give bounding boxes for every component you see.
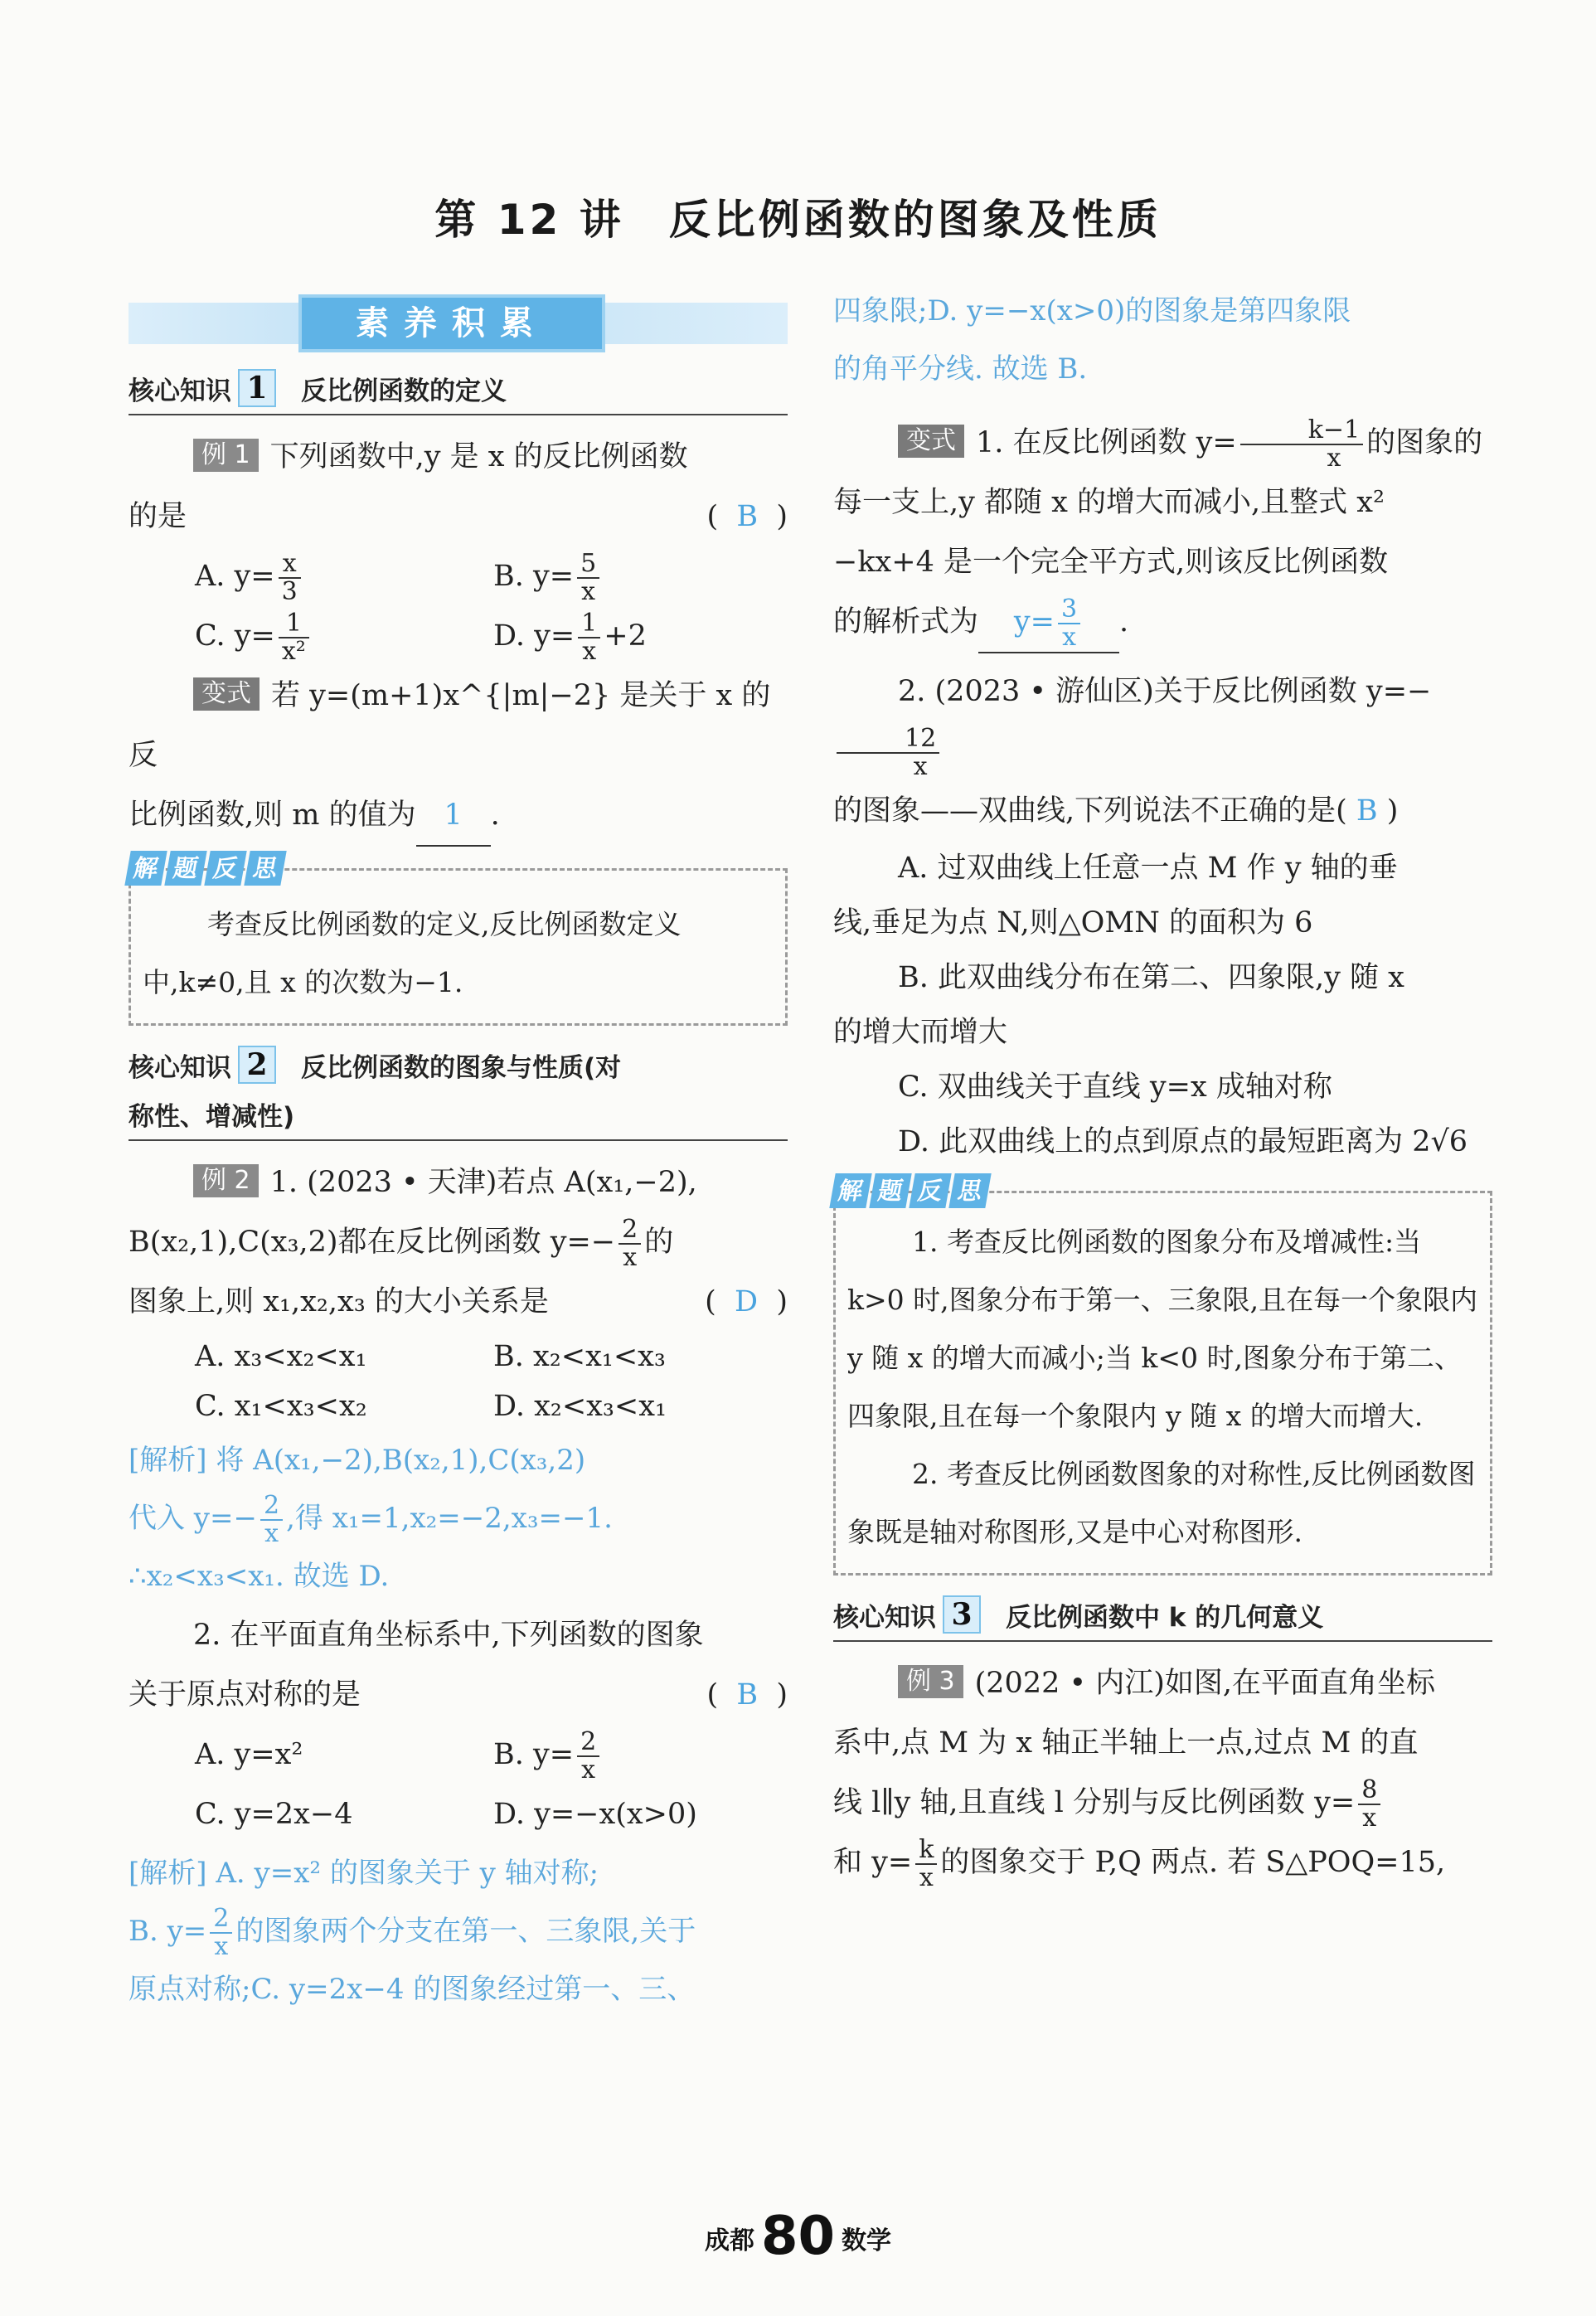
example-1-stem-cont: 的是 ( B ) <box>129 487 788 546</box>
variant-1: 变式 若 y=(m+1)x^{|m|−2} 是关于 x 的反 <box>129 679 771 772</box>
right-column: 四象限;D. y=−x(x>0)的图象是第四象限 的角平分线. 故选 B. 变式 1. 在反比例函数 y= $\frac{k-1}{x}$ 的图象的 每一支上,y 都随 x 的增大而减小,且整式 x² −kx+4 是一个完全平方式,则该反比例函数 的解析式为 y= $\frac{3}{x}$ . 2. (2023 • 游仙区)关于反比例函数 y=− $\frac{12}{x}$ 的图象——双曲线,下列说法不正确的是( B ) A. 过双曲线上任意一点 M 作 y 轴的垂 线,垂足为点 N,则△OMN 的面积为 6 B. 此双曲线分布在第二、四象限,y 随 x 的增大而增大 C. 双曲线关于直线 y=x 成轴对称 D. 此双曲线上的点到原点的最短距离为 2√6 解 题 反 思 1. 考查反比例函数的图象分布及增减性:当 k>0 时,图象分布于第一、三象限,且在每一个象限内 y 随 x 的增大而减小;当 k<0 时,图象分布于第二、四象限,且在每一个象限内 y 随 x 的增大而增大. 2. 考查反比例函数图象的对称性,反比例函数图象既是轴对称图形,又是中心对称图形. 核心知识 3 反比例函数中 k 的几何意义 例 3 (2022 • 内江)如图,在平面直角坐标 系中,点 M 为 x 轴正半轴上一点,过点 M 的直 线 l∥y 轴,且直线 l 分别与反比例函数 y= $\frac{8}{x}$ 和 y= $\frac{k}{x}$ 的图象交于 P,Q 两点. 若 S△POQ=15, <box>833 282 1492 1892</box>
option-a: A. x₃<x₂<x₁ <box>195 1340 367 1373</box>
footer-subject: 数学 <box>842 2226 892 2255</box>
example-2-q1-options <box>129 1332 788 1431</box>
variant-tag: 变式 <box>193 677 260 711</box>
section-label: 核心知识 <box>833 1602 936 1633</box>
banner-label: 素养积累 <box>298 294 605 352</box>
section-heading-2-cont: 称性、增减性) <box>129 1090 788 1141</box>
variant-tag: 变式 <box>898 425 964 458</box>
example-3: 例 3 (2022 • 内江)如图,在平面直角坐标 <box>833 1653 1492 1713</box>
example-2-q1: 例 2 1. (2023 • 天津)若点 A(x₁,−2), <box>129 1153 788 1212</box>
page-number: 80 <box>760 2206 836 2267</box>
example-2-q2-options <box>129 1725 788 1844</box>
example-tag: 例 1 <box>193 439 259 472</box>
variant-2-q1: 变式 1. 在反比例函数 y= $\frac{k-1}{x}$ 的图象的 <box>833 413 1492 473</box>
left-column: 素养积累 核心知识 1 反比例函数的定义 例 1 下列函数中,y 是 x 的反比例函数 的是 ( B ) A. y= $\frac{x}{3}$ B. y= $\frac{5}{x}$ C. y= $\frac{1}{\text{x²}}$ D. y= $\frac{1}{x}$ +2 变式 若 y=(m+1)x^{|m|−2} 是关于 x 的反 比例函数,则 m 的值为 1 . 解 题 反 思 考查反比例函数的定义,反比例函数定义中,k≠0,且 x 的次数为−1. 核心知识 2 反比例函数的图象与性质(对 称性、增减性) 例 2 1. (2023 • 天津)若点 A(x₁,−2), B(x₂,1),C(x₃,2)都在反比例函数 y=− $\frac{2}{x}$ 的 图象上,则 x₁,x₂,x₃ 的大小关系是 ( D ) A. x₃<x₂<x₁ B. x₂<x₁<x₃ C. x₁<x₃<x₂ D. x₂<x₃<x₁ [解析] 将 A(x₁,−2),B(x₂,1),C(x₃,2) 代入 y=− $\frac{2}{x}$ ,得 x₁=1,x₂=−2,x₃=−1. ∴x₂<x₃<x₁. 故选 D. 2. 在平面直角坐标系中,下列函数的图象 关于原点对称的是 ( B ) A. y=x² B. y= $\frac{2}{x}$ C. y=2x−4 D. y=−x(x>0) [解析] A. y=x² 的图象关于 y 轴对称; B. y= $\frac{2}{x}$ 的图象两个分支在第一、三象限,关于 原点对称;C. y=2x−4 的图象经过第一、三、 <box>129 294 788 2018</box>
option-d: D. y= $\frac{1}{x}$ +2 <box>493 608 647 666</box>
section-title: 反比例函数的图象与性质(对 <box>301 1052 622 1083</box>
answer-bracket: ( B ) <box>706 500 788 533</box>
footer-city: 成都 <box>704 2226 754 2255</box>
example-tag: 例 3 <box>898 1665 963 1698</box>
option-b: B. x₂<x₁<x₃ <box>493 1340 666 1373</box>
section-title: 反比例函数中 k 的几何意义 <box>1006 1602 1324 1633</box>
lesson-title: 第 12 讲 反比例函数的图象及性质 <box>434 196 1162 244</box>
section-heading-1 <box>129 364 788 415</box>
option-a: A. y= $\frac{x}{3}$ <box>195 546 493 606</box>
option-b: B. y= $\frac{2}{x}$ <box>493 1725 792 1784</box>
section-number: 2 <box>238 1046 276 1084</box>
answer: B <box>736 500 759 533</box>
reflection-box-2 <box>833 1177 1492 1576</box>
solution-1: [解析] 将 A(x₁,−2),B(x₂,1),C(x₃,2) <box>129 1444 586 1477</box>
option-a: A. y=x² <box>195 1738 303 1771</box>
section-label: 核心知识 <box>129 376 231 406</box>
reflection-text: 考查反比例函数的定义,反比例函数定义中,k≠0,且 x 的次数为−1. <box>143 908 682 998</box>
answer: B <box>1356 794 1378 828</box>
section-label: 核心知识 <box>129 1052 231 1083</box>
section-banner <box>129 294 788 352</box>
section-heading-3 <box>833 1590 1492 1642</box>
option-c: C. y= $\frac{1}{\text{x²}}$ <box>195 606 493 666</box>
option-c: C. x₁<x₃<x₂ <box>195 1390 367 1423</box>
section-number: 1 <box>238 369 276 407</box>
answer: D <box>735 1285 759 1318</box>
reflection-tag: 解 题 反 思 <box>832 1173 988 1208</box>
section-title: 反比例函数的定义 <box>301 376 507 406</box>
answer: B <box>736 1678 759 1712</box>
example-1-options <box>129 546 788 666</box>
reflection-box-1 <box>129 854 788 1026</box>
solution-2: [解析] A. y=x² 的图象关于 y 轴对称; <box>129 1857 599 1890</box>
option-d: D. x₂<x₃<x₁ <box>493 1390 667 1423</box>
variant-1-cont: 比例函数,则 m 的值为 1 . <box>129 785 788 847</box>
reflection-tag: 解 题 反 思 <box>128 851 284 886</box>
example-tag: 例 2 <box>193 1164 259 1197</box>
answer-blank: 1 <box>416 785 491 847</box>
example-1-stem: 例 1 下列函数中,y 是 x 的反比例函数 <box>129 427 788 487</box>
answer-blank: y= $\frac{3}{x}$ <box>978 592 1119 653</box>
reflection-text-2: 2. 考查反比例函数图象的对称性,反比例函数图象既是轴对称图形,又是中心对称图形. <box>847 1458 1476 1548</box>
section-number: 3 <box>943 1595 981 1634</box>
variant-2-q2: 2. (2023 • 游仙区)关于反比例函数 y=− $\frac{12}{x}$ <box>833 662 1492 781</box>
section-heading-2 <box>129 1041 788 1090</box>
reflection-text-1: 1. 考查反比例函数的图象分布及增减性:当 k>0 时,图象分布于第一、三象限,且在每一个象限内 y 随 x 的增大而减小;当 k<0 时,图象分布于第二、四象限,且在每一个象限内 y 随 x 的增大而增大. <box>847 1226 1478 1432</box>
option-c: C. y=2x−4 <box>195 1798 353 1831</box>
option-d: D. y=−x(x>0) <box>493 1798 697 1831</box>
option-b: B. y= $\frac{5}{x}$ <box>493 546 792 606</box>
example-2-q2: 2. 在平面直角坐标系中,下列函数的图象 <box>193 1619 704 1652</box>
page-footer <box>0 2206 1596 2267</box>
